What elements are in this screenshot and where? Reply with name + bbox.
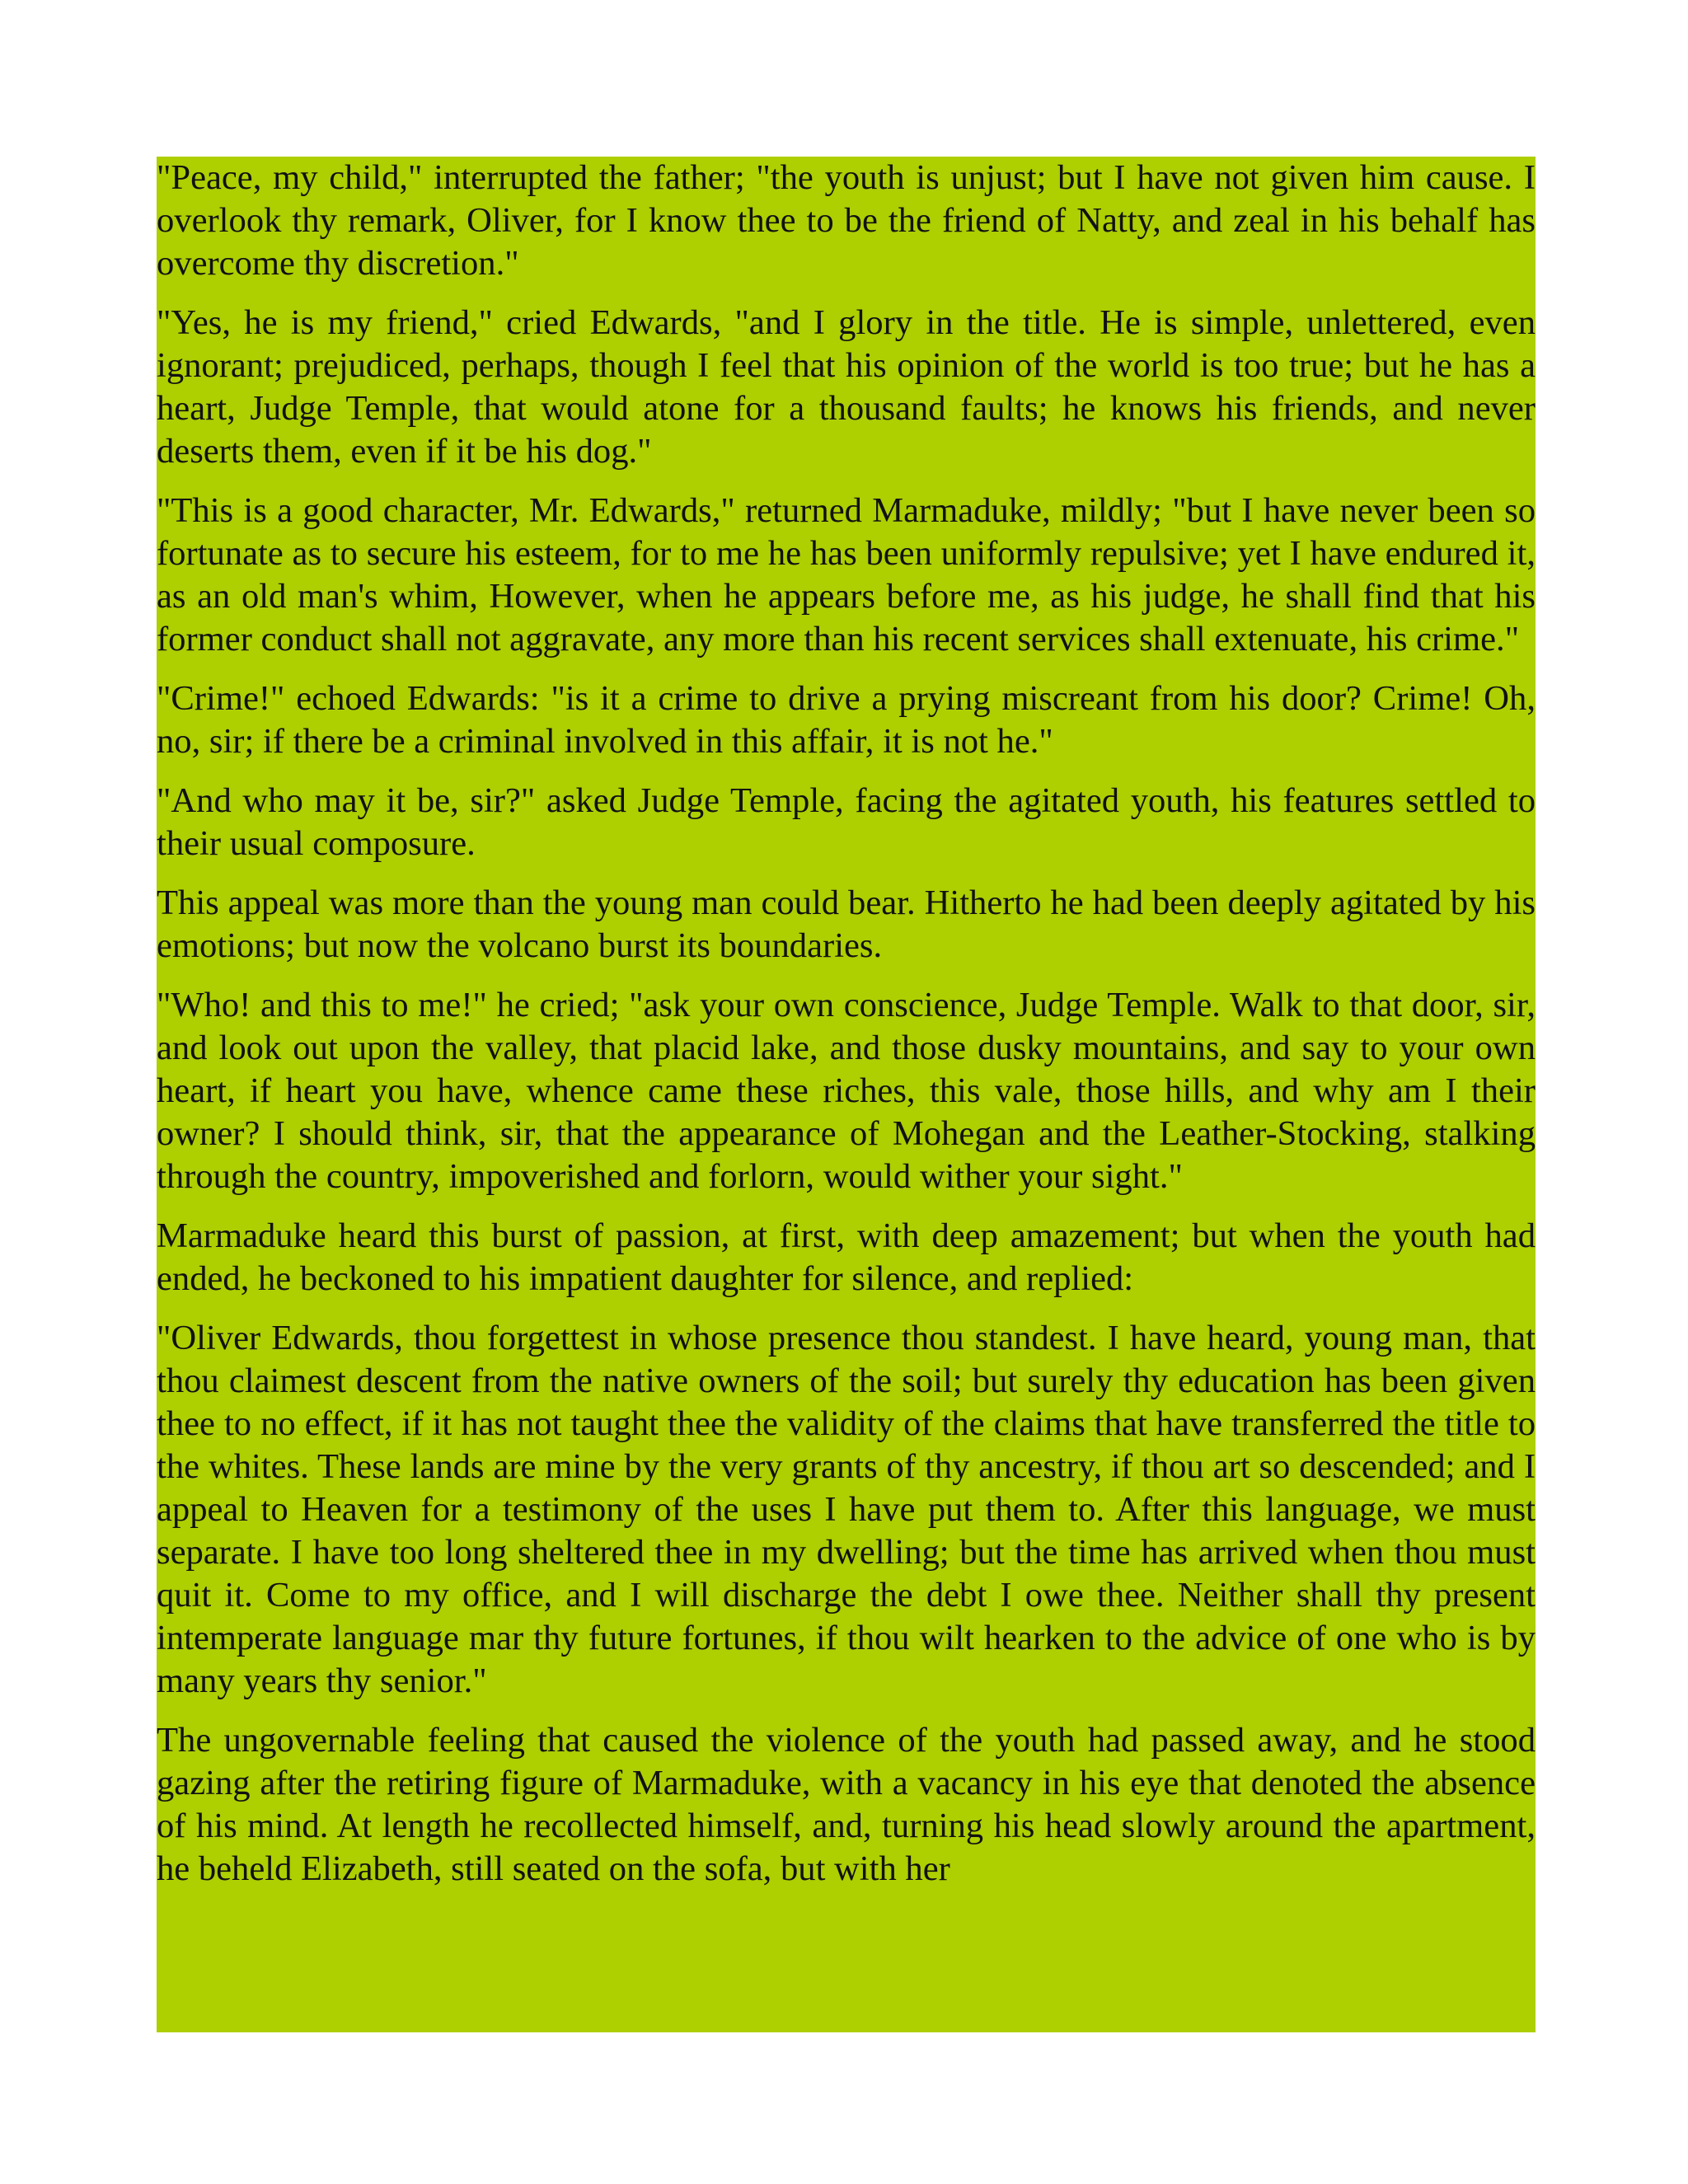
- paragraph-3: "This is a good character, Mr. Edwards," returned Marmaduke, mildly; "but I have never been so fortunate as to secure his esteem, for to me he has been uniformly repulsive; yet I have endured it, as an old man's whim, However, when he appears before me, as his judge, he shall find that his former conduct shall not aggravate, any more than his recent services shall extenuate, his crime.": [157, 491, 1536, 658]
- paragraph-1: "Peace, my child," interrupted the father; "the youth is unjust; but I have not given him cause. I overlook thy remark, Oliver, for I know thee to be the friend of Natty, and zeal in his behalf has overcome thy discretion.": [157, 158, 1536, 283]
- text-block: [157, 157, 1536, 2032]
- paragraph-2: "Yes, he is my friend," cried Edwards, "and I glory in the title. He is simple, unlettered, even ignorant; prejudiced, perhaps, though I feel that his opinion of the world is too true; but he has a heart, Judge Temple, that would atone for a thousand faults; he knows his friends, and never deserts them, even if it be his dog.": [157, 303, 1536, 471]
- paragraph-10: The ungovernable feeling that caused the violence of the youth had passed away, and he stood gazing after the retiring figure of Marmaduke, with a vacancy in his eye that denoted the absence of his mind. At length he recollected himself, and, turning his head slowly around the apartment, he beheld Elizabeth, still seated on the sofa, but with her: [157, 1721, 1536, 1888]
- paragraph-4: "Crime!" echoed Edwards: "is it a crime to drive a prying miscreant from his door? Crime! Oh, no, sir; if there be a criminal involved in this affair, it is not he.": [157, 679, 1536, 761]
- paragraph-8: Marmaduke heard this burst of passion, at first, with deep amazement; but when the youth had ended, he beckoned to his impatient daughter for silence, and replied:: [157, 1216, 1536, 1298]
- paragraph-5: "And who may it be, sir?" asked Judge Temple, facing the agitated youth, his features settled to their usual composure.: [157, 781, 1536, 863]
- paragraph-6: This appeal was more than the young man could bear. Hitherto he had been deeply agitated by his emotions; but now the volcano burst its boundaries.: [157, 883, 1536, 965]
- paragraph-9: "Oliver Edwards, thou forgettest in whose presence thou standest. I have heard, young man, that thou claimest descent from the native owners of the soil; but surely thy education has been given thee to no effect, if it has not taught thee the validity of the claims that have transferred the title to the whites. These lands are mine by the very grants of thy ancestry, if thou art so descended; and I appeal to Heaven for a testimony of the uses I have put them to. After this language, we must separate. I have too long sheltered thee in my dwelling; but the time has arrived when thou must quit it. Come to my office, and I will discharge the debt I owe thee. Neither shall thy present intemperate language mar thy future fortunes, if thou wilt hearken to the advice of one who is by many years thy senior.": [157, 1319, 1536, 1700]
- paragraph-7: "Who! and this to me!" he cried; "ask your own conscience, Judge Temple. Walk to that door, sir, and look out upon the valley, that placid lake, and those dusky mountains, and say to your own heart, if heart you have, whence came these riches, this vale, those hills, and why am I their owner? I should think, sir, that the appearance of Mohegan and the Leather-Stocking, stalking through the country, impoverished and forlorn, would wither your sight.": [157, 986, 1536, 1196]
